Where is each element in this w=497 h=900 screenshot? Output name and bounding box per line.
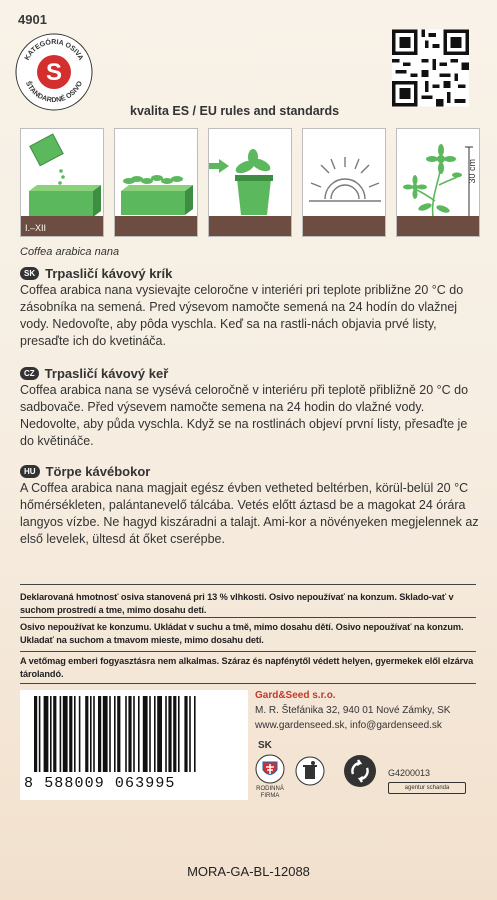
soil-strip — [209, 216, 291, 236]
barcode-bar — [178, 696, 180, 772]
seal-icon — [14, 32, 94, 112]
divider — [20, 584, 476, 585]
barcode-bar — [60, 696, 62, 772]
barcode-bar — [194, 696, 196, 772]
qr-code — [392, 28, 469, 108]
step-mature — [396, 128, 480, 237]
seed-category-seal — [14, 32, 94, 112]
barcode-bar — [133, 696, 135, 772]
barcode-bar — [69, 696, 72, 772]
section-title: Trpasličí kávový krík — [45, 266, 173, 281]
barcode-digits: 8 588009 063995 — [24, 775, 176, 792]
section-cz — [20, 366, 480, 450]
barcode-bar — [168, 696, 171, 772]
logos-row — [255, 740, 475, 810]
qr-code-icon — [392, 28, 469, 108]
barcode-bar — [90, 696, 92, 772]
barcode — [20, 690, 248, 800]
soil-strip — [115, 216, 197, 236]
section-title: Trpasličí kávový keř — [44, 366, 169, 381]
storage-note-cz-sk: Osivo nepoužívat ke konzumu. Ukládat v suchu a tmě, mimo dosahu dětí. Osivo nepoužívať na konzum. Ukladať na suchom a tmavom mieste, mimo dosahu detí. — [20, 622, 464, 645]
section-heading — [20, 464, 480, 479]
eco-mark: agentur schanda — [388, 782, 466, 794]
language-badge: HU — [20, 465, 40, 478]
section-heading — [20, 266, 480, 281]
barcode-bar — [157, 696, 162, 772]
barcode-bar — [44, 696, 49, 772]
latin-name: Coffea arabica nana — [20, 246, 120, 258]
barcode-bar — [85, 696, 88, 772]
barcode-bar — [128, 696, 131, 772]
barcode-icon — [20, 690, 248, 774]
barcode-bar — [93, 696, 95, 772]
barcode-bar — [109, 696, 111, 772]
seal-letter: S — [45, 59, 63, 86]
barcode-bar — [149, 696, 151, 772]
barcode-bar — [165, 696, 167, 772]
family-business-icon — [255, 754, 285, 784]
product-code: G4200013 — [388, 768, 431, 778]
seal-top-text: KATEGÓRIA OSIVA — [23, 38, 85, 62]
barcode-bar — [34, 696, 37, 772]
barcode-bar — [125, 696, 127, 772]
barcode-bar — [154, 696, 156, 772]
step-sowing — [20, 128, 104, 237]
family-business-caption: RODINNÁ FIRMA — [256, 786, 284, 799]
barcode-bar — [103, 696, 108, 772]
recycling-icon — [343, 754, 377, 788]
divider — [20, 651, 476, 652]
section-text: Coffea arabica nana se vysévá celoročně v interiéru při teplotě přibližně 20 °C do sadbovače. Před výsevem namočte semena na 24 hodin do vlažné vody. Nedovolte, aby půda vyschla. Když se na rostlinách objeví první listy, přesaďte je do květináče. — [20, 383, 469, 448]
growing-steps — [20, 128, 480, 237]
divider — [20, 683, 476, 684]
barcode-bar — [189, 696, 191, 772]
company-web: www.gardenseed.sk, info@gardenseed.sk — [255, 720, 442, 731]
step-sunny — [302, 128, 386, 237]
section-heading — [20, 366, 480, 381]
plant-height: 30 cm — [467, 159, 477, 184]
section-hu — [20, 464, 480, 548]
quality-standard: kvalita ES / EU rules and standards — [130, 104, 340, 118]
seal-bottom-text: ŠTANDARDNÉ OSIVO — [23, 80, 85, 105]
storage-note-sk: Deklarovaná hmotnosť osiva stanovená pri 13 % vlhkosti. Osivo nepoužívať na konzum. Sklado-vať v suchom prostredí a tme, mimo dosahu detí. — [20, 592, 454, 615]
bottom-code: MORA-GA-BL-12088 — [187, 864, 310, 879]
packet-number: 4901 — [18, 12, 47, 27]
sk-label: SK — [258, 740, 272, 751]
soil-strip — [397, 216, 479, 236]
step-seedlings — [114, 128, 198, 237]
barcode-bar — [117, 696, 120, 772]
barcode-bar — [173, 696, 176, 772]
divider — [20, 617, 476, 618]
barcode-bar — [114, 696, 116, 772]
step-transplant — [208, 128, 292, 237]
section-text: A Coffea arabica nana magjait egész évben vetheted beltérben, körül-belül 20 °C hőmérsékleten, palántanevelő tálcába. Vetés előtt áztasd be a magokat 24 órára langyos vízbe. Ne hagyd kiszáradni a talajt. Ami-kor a növényeken megjelennek az első levelek, ültesd át őket cserépbe. — [20, 481, 479, 546]
section-text: Coffea arabica nana vysievajte celoročne v interiéri pri teplote približne 20 °C do zásobníka na semená. Pred výsevom namočte semená na 24 hodín do vlažnej vody. Nedovoľte, aby pôda vyschla. Keď sa na rastli-nách objavia prvé listy, presaďte ich do kvetináča. — [20, 283, 464, 348]
barcode-bar — [53, 696, 56, 772]
company-address: M. R. Štefánika 32, 940 01 Nové Zámky, SK — [255, 705, 451, 716]
sowing-period: I.–XII — [25, 223, 47, 233]
barcode-bar — [63, 696, 68, 772]
company-name: Gard&Seed s.r.o. — [255, 690, 336, 701]
company-info — [255, 688, 450, 733]
barcode-bar — [39, 696, 41, 772]
barcode-bar — [98, 696, 101, 772]
barcode-bar — [138, 696, 140, 772]
section-sk — [20, 266, 480, 350]
barcode-bar — [50, 696, 52, 772]
section-title: Törpe kávébokor — [45, 464, 151, 479]
language-badge: SK — [20, 267, 39, 280]
storage-note-hu: A vetőmag emberi fogyasztásra nem alkalmas. Száraz és napfénytől védett helyen, gyermekek elől elzárva tárolandó. — [20, 656, 474, 679]
recycle-bin-icon — [295, 756, 325, 786]
barcode-bar — [74, 696, 76, 772]
barcode-bar — [79, 696, 81, 772]
soil-strip — [303, 216, 385, 236]
language-badge: CZ — [20, 367, 39, 380]
barcode-bar — [143, 696, 148, 772]
barcode-bar — [184, 696, 187, 772]
